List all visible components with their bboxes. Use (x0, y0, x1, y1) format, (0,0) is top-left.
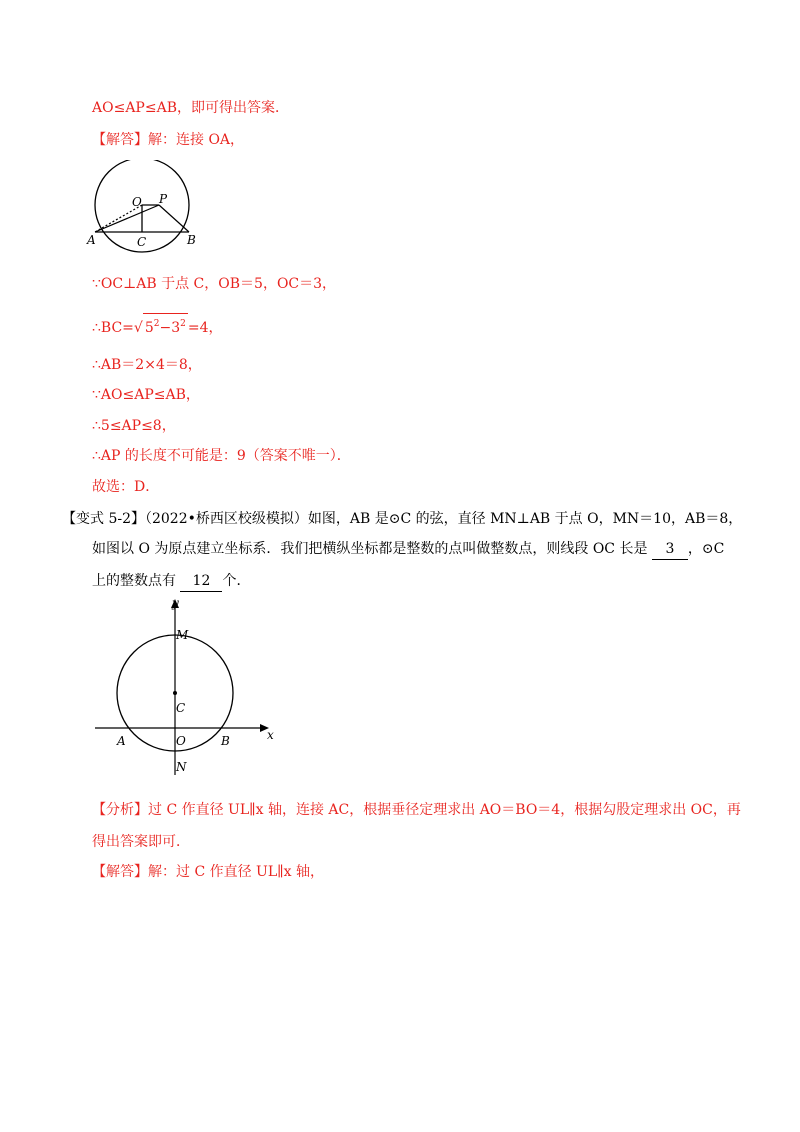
label-p: P (159, 192, 168, 206)
segment-pb (159, 205, 189, 232)
label-n: N (176, 760, 187, 774)
analysis-text: 过 C 作直径 UL∥x 轴，连接 AC，根据垂径定理求出 AO＝BO＝4，根据勾股定理求出 OC，再 (148, 802, 741, 818)
answer-bracket: 【解答】 (92, 132, 148, 148)
solution-line-1: AO≤AP≤AB，即可得出答案． (92, 100, 289, 116)
analysis-line-2: 得出答案即可． (92, 834, 190, 850)
solution-text-2: 解：过 C 作直径 UL∥x 轴， (148, 864, 324, 880)
analysis-line-1 (92, 800, 741, 820)
label-c2: C (176, 701, 186, 715)
problem-line-3-text: 上的整数点有 (92, 573, 176, 589)
bc-prefix: ∴BC= (92, 320, 134, 336)
bc-calc-line (92, 313, 223, 338)
exp-1: 2 (153, 319, 160, 329)
segment-oa-dotted (95, 205, 142, 232)
label-a: A (87, 233, 96, 247)
label-o: O (132, 195, 142, 209)
label-m: M (176, 628, 189, 642)
range-line: ∴5≤AP≤8， (92, 418, 176, 434)
answer-heading (92, 130, 244, 150)
answer-blank-1: 3 (652, 539, 688, 560)
answer-text: 解：连接 OA， (148, 132, 245, 148)
center-point (173, 691, 177, 695)
ab-line: ∴AB＝2×4＝8， (92, 357, 202, 373)
problem-line-1: 【变式 5-2】（2022•桥西区校级模拟）如图，AB 是⊙C 的弦，直径 MN⊥AB 于点 O，MN＝10，AB＝8， (62, 511, 743, 527)
solution-heading-2 (92, 862, 324, 882)
label-b: B (187, 233, 196, 247)
figure-circle-chord (85, 160, 210, 255)
figure-coordinate-circle (90, 595, 280, 780)
problem-line-2-text: 如图以 O 为原点建立坐标系．我们把横纵坐标都是整数的点叫做整数点，则线段 OC 长是 (92, 541, 648, 557)
problem-line-3 (92, 571, 250, 592)
label-a2: A (117, 734, 126, 748)
label-o2: O (176, 734, 186, 748)
radicand-minus-3: −3 (159, 320, 181, 336)
solution-bracket-2: 【解答】 (92, 864, 148, 880)
sqrt-expression: √ $5^2-3^2$ (134, 313, 188, 338)
conclusion-line: ∴AP 的长度不可能是：9（答案不唯一）． (92, 448, 351, 464)
problem-line-3-end: 个． (222, 573, 251, 589)
given-line: ∵OC⊥AB 于点 C，OB＝5，OC＝3， (92, 276, 337, 292)
label-c: C (137, 235, 147, 249)
choice-line: 故选：D． (92, 479, 160, 495)
ao-ap-ab-line: ∵AO≤AP≤AB， (92, 387, 200, 403)
radicand-5: 5 (144, 320, 154, 336)
segment-ap (95, 205, 159, 232)
bc-suffix: =4， (187, 320, 223, 336)
problem-line-2 (92, 539, 724, 560)
answer-blank-2: 12 (180, 571, 222, 592)
label-y: y (172, 596, 179, 610)
exp-2: 2 (180, 319, 186, 329)
problem-line-2-end: ，⊙C (687, 541, 725, 557)
label-x: x (267, 728, 274, 742)
label-b2: B (221, 734, 230, 748)
analysis-bracket: 【分析】 (92, 802, 148, 818)
